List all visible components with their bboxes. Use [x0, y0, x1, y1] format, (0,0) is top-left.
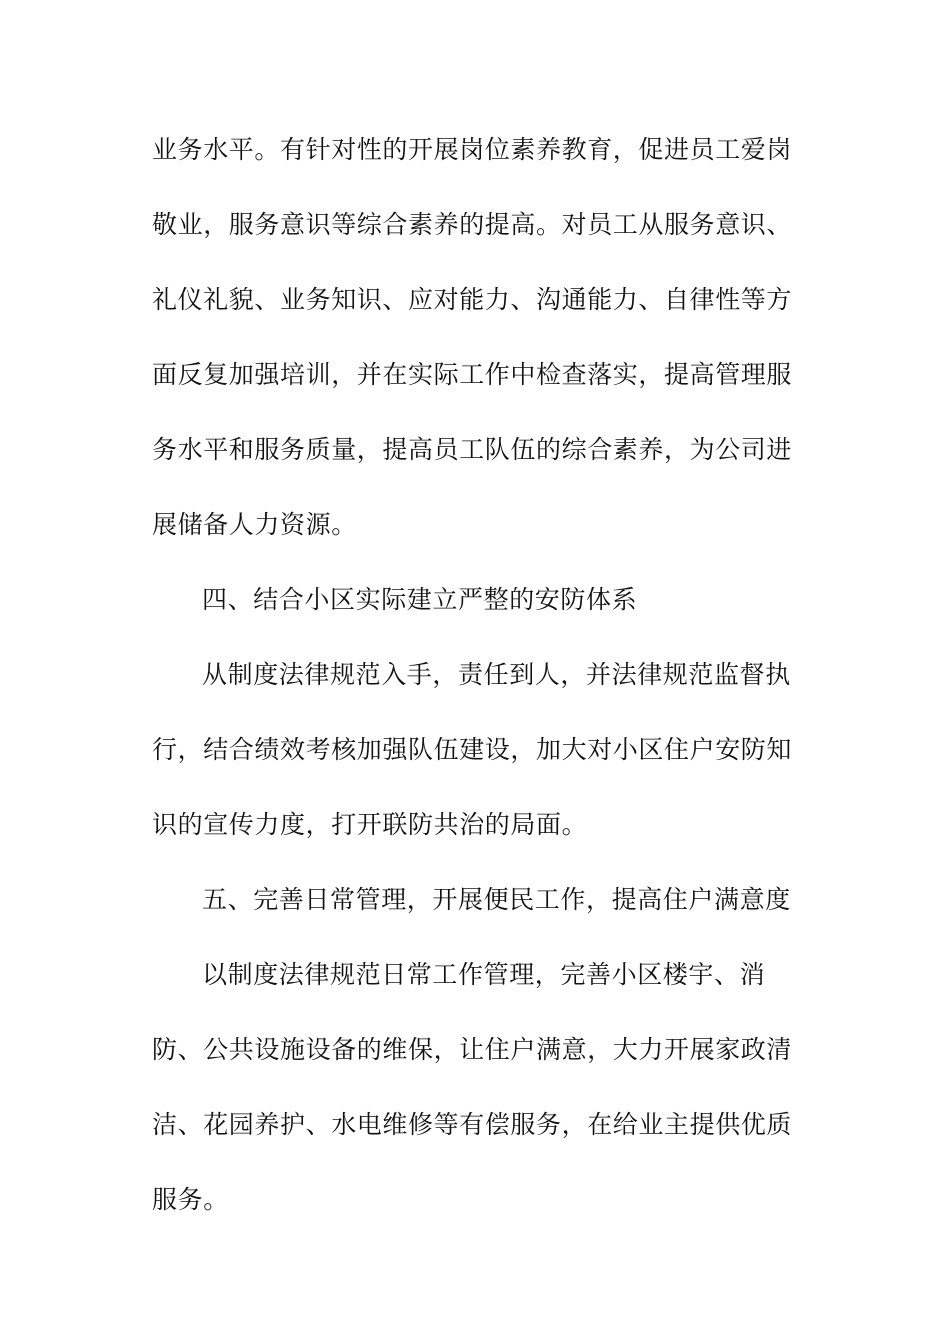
paragraph-line: 服务。: [152, 1185, 229, 1214]
paragraph-line: 务水平和服务质量，提高员工队伍的综合素养，为公司进: [152, 435, 793, 464]
paragraph-line: 行，结合绩效考核加强队伍建设，加大对小区住户安防知: [152, 735, 793, 764]
paragraph-line: 面反复加强培训，并在实际工作中检查落实，提高管理服: [152, 360, 793, 389]
paragraph-line: 以制度法律规范日常工作管理，完善小区楼宇、消: [202, 960, 766, 989]
paragraph-line: 防、公共设施设备的维保，让住户满意，大力开展家政清: [152, 1035, 793, 1064]
paragraph-line: 业务水平。有针对性的开展岗位素养教育，促进员工爱岗: [152, 135, 793, 164]
paragraph-line: 展储备人力资源。: [152, 510, 357, 539]
paragraph-line: 礼仪礼貌、业务知识、应对能力、沟通能力、自律性等方: [152, 285, 793, 314]
paragraph-line: 敬业，服务意识等综合素养的提高。对员工从服务意识、: [152, 210, 793, 239]
section-heading: 四、结合小区实际建立严整的安防体系: [202, 585, 638, 614]
paragraph-line: 识的宣传力度，打开联防共治的局面。: [152, 810, 588, 839]
paragraph-line: 从制度法律规范入手，责任到人，并法律规范监督执: [202, 660, 791, 689]
section-heading: 五、完善日常管理，开展便民工作，提高住户满意度: [202, 885, 791, 914]
paragraph-line: 洁、花园养护、水电维修等有偿服务，在给业主提供优质: [152, 1110, 793, 1139]
